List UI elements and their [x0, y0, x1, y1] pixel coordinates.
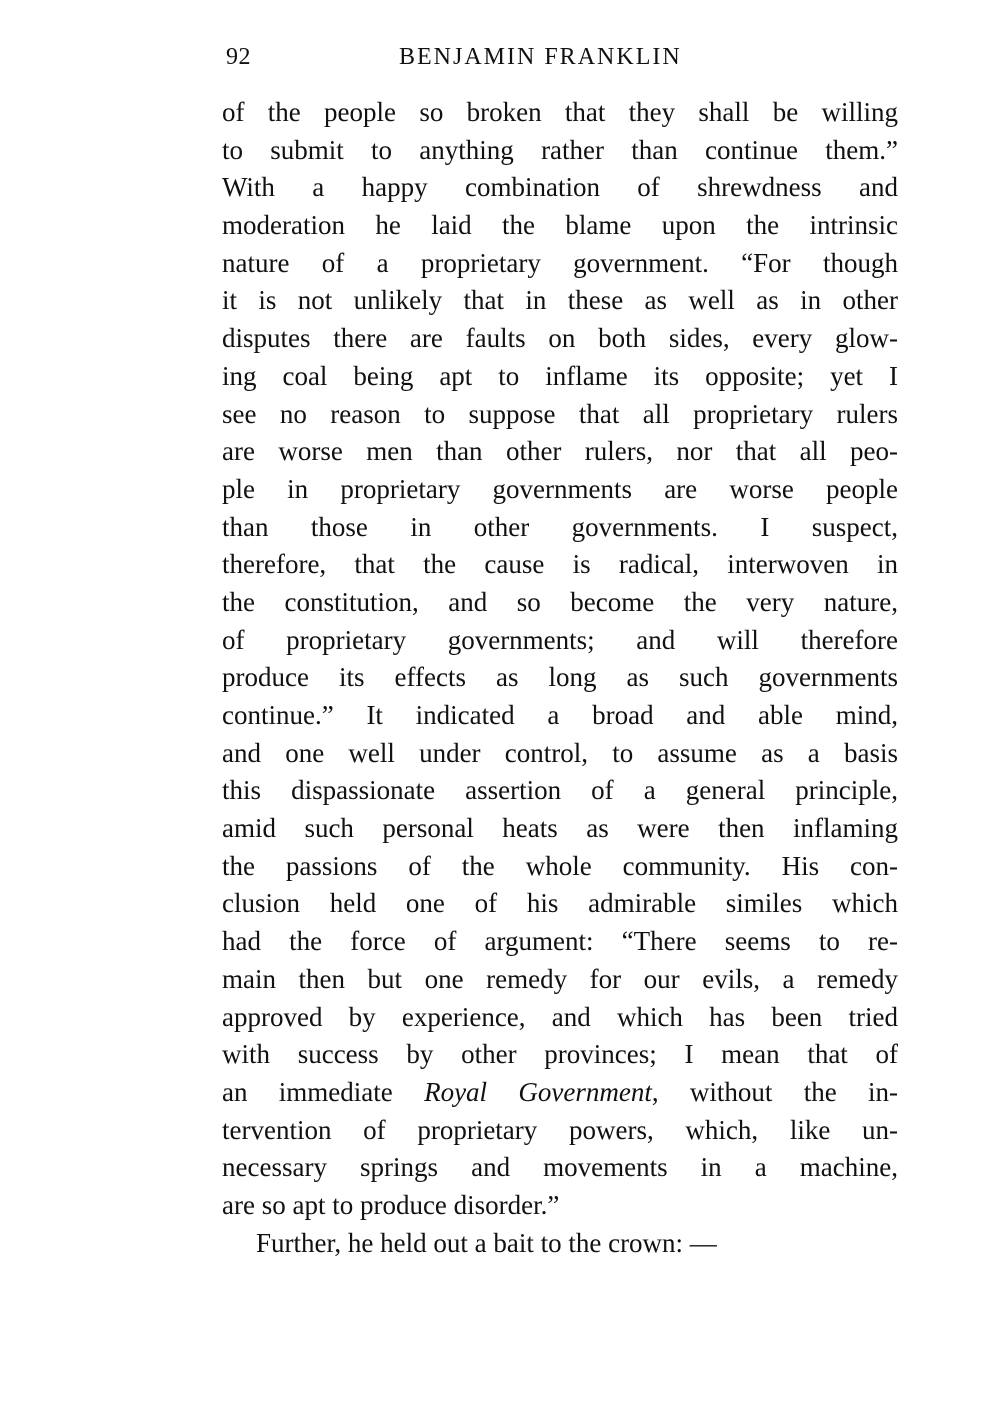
text-line: [222, 735, 898, 773]
text-line: [222, 94, 898, 132]
text-line: [222, 509, 898, 547]
italic-phrase: Royal Government: [424, 1076, 652, 1107]
text-line: [222, 848, 898, 886]
text-segment: necessary springs and movements in a machine,: [222, 1152, 898, 1183]
text-line: [222, 320, 898, 358]
text-segment: nature of a proprietary government. “For though: [222, 247, 898, 278]
body-text: [222, 94, 898, 1262]
text-segment: approved by experience, and which has been tried: [222, 1001, 898, 1032]
text-segment: this dispassionate assertion of a general principle,: [222, 775, 898, 806]
text-line: [222, 358, 898, 396]
text-segment: the constitution, and so become the very nature,: [222, 586, 898, 617]
text-segment: of the people so broken that they shall be willing: [222, 97, 898, 127]
text-line: [222, 396, 898, 434]
text-line: [222, 1074, 898, 1112]
page-header: [224, 40, 900, 76]
text-line: [222, 1187, 898, 1225]
text-line: [222, 1036, 898, 1074]
text-segment: therefore, that the cause is radical, interwoven in: [222, 549, 898, 580]
text-line: [222, 810, 898, 848]
text-segment: clusion held one of his admirable similes which: [222, 888, 898, 919]
text-segment: had the force of argument: “There seems to re-: [222, 926, 898, 957]
text-line: [222, 546, 898, 584]
text-line: [222, 697, 898, 735]
text-line: [222, 622, 898, 660]
text-line: [222, 772, 898, 810]
text-segment: main then but one remedy for our evils, a remedy: [222, 963, 898, 994]
text-segment: produce its effects as long as such governments: [222, 662, 898, 693]
text-line: [222, 471, 898, 509]
text-segment: an immediate: [222, 1076, 425, 1107]
text-line: [222, 1225, 898, 1263]
text-segment: and one well under control, to assume as a basis: [222, 737, 898, 768]
text-line: [222, 999, 898, 1037]
text-segment: are worse men than other rulers, nor that all peo-: [222, 436, 898, 467]
text-line: [222, 207, 898, 245]
text-segment: Further, he held out a bait to the crown: —: [256, 1227, 717, 1258]
text-segment: it is not unlikely that in these as well as in other: [222, 285, 898, 316]
text-line: [222, 132, 898, 170]
text-segment: ing coal being apt to inflame its opposite; yet I: [222, 360, 898, 391]
text-segment: disputes there are faults on both sides, every glow-: [222, 323, 898, 354]
text-line: [222, 282, 898, 320]
text-line: [222, 961, 898, 999]
text-segment: moderation he laid the blame upon the intrinsic: [222, 210, 898, 241]
text-segment: , without the in-: [651, 1076, 898, 1107]
text-line: [222, 1112, 898, 1150]
text-line: [222, 245, 898, 283]
text-segment: amid such personal heats as were then inflaming: [222, 813, 898, 844]
text-line: [222, 1149, 898, 1187]
text-segment: see no reason to suppose that all proprietary rulers: [222, 398, 898, 429]
running-head: BENJAMIN FRANKLIN: [399, 44, 682, 70]
text-line: [222, 659, 898, 697]
text-line: [222, 169, 898, 207]
text-line: [222, 584, 898, 622]
text-segment: to submit to anything rather than continue them.”: [222, 134, 898, 165]
text-segment: with success by other provinces; I mean that of: [222, 1039, 898, 1070]
text-segment: continue.” It indicated a broad and able mind,: [222, 700, 898, 730]
text-segment: are so apt to produce disorder.”: [222, 1189, 560, 1220]
text-line: [222, 885, 898, 923]
text-segment: ple in proprietary governments are worse people: [222, 473, 898, 504]
text-segment: With a happy combination of shrewdness and: [222, 172, 898, 203]
text-segment: the passions of the whole community. His con-: [222, 850, 898, 881]
text-segment: of proprietary governments; and will therefore: [222, 624, 898, 655]
text-segment: than those in other governments. I suspect,: [222, 511, 898, 542]
page-number: 92: [226, 44, 251, 70]
text-segment: tervention of proprietary powers, which, like un-: [222, 1114, 898, 1145]
text-line: [222, 433, 898, 471]
text-line: [222, 923, 898, 961]
